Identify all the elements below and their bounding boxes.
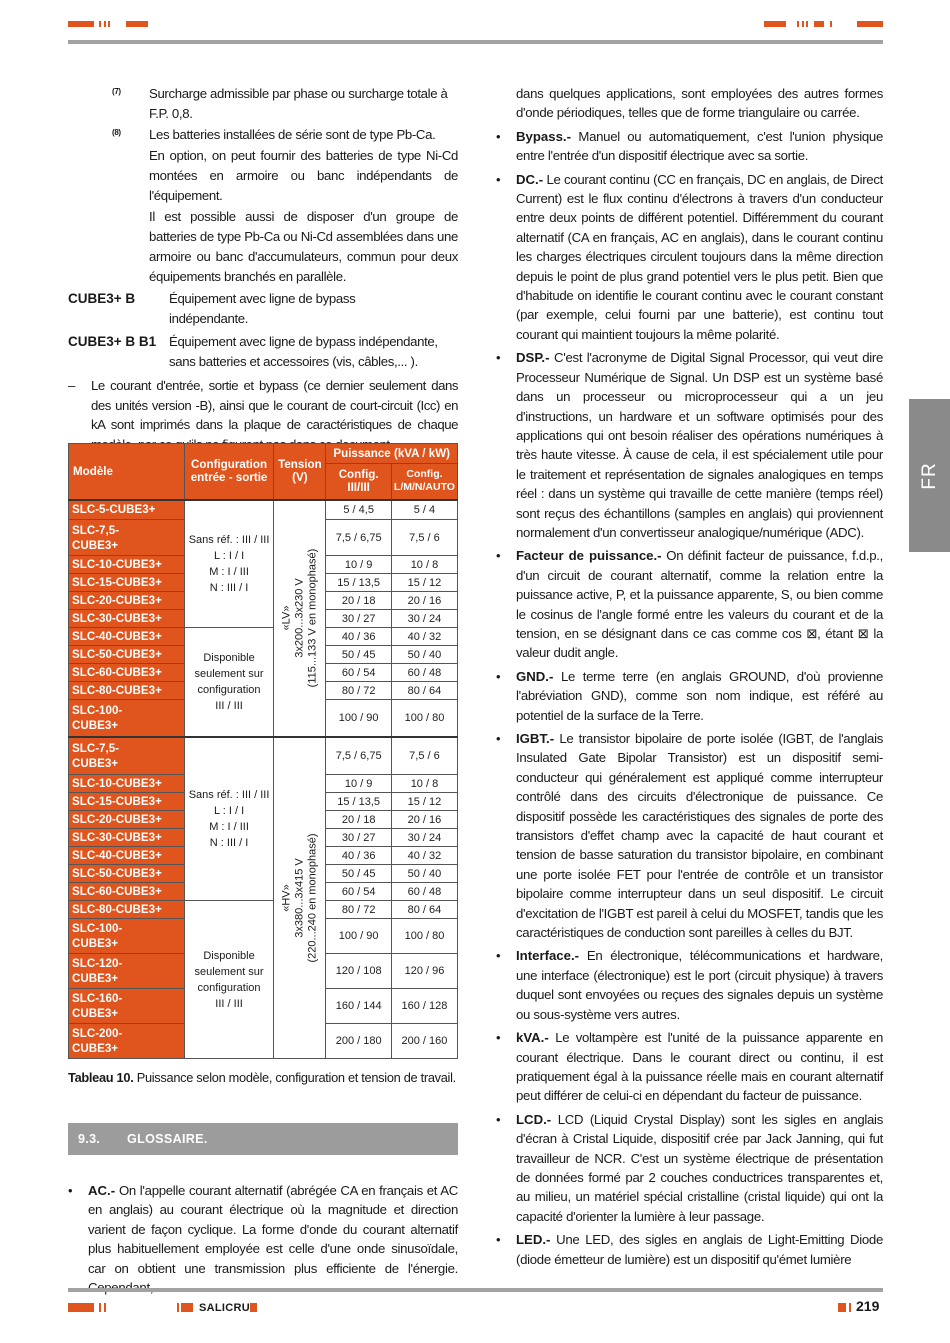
note-8: (8) Les batteries installées de série sont de type Pb-Ca. En option, on peut fournir des batteries de type Ni-Cd montées en armoire ou banc indépendants de l'équipement. Il est possible aussi de disposer d'un groupe de batteries de type Pb-Ca ou Ni-Cd assemblées dans une armoire ou banc d'accumulateurs, commun pour deux équipements branchés en parallèle. <box>112 127 458 284</box>
power-value: 15 / 13,5 <box>326 793 392 811</box>
power-value: 120 / 108 <box>326 954 392 989</box>
power-value: 30 / 27 <box>326 829 392 847</box>
power-value: 30 / 27 <box>326 610 392 628</box>
footer-brand: SALICRU <box>199 1302 250 1314</box>
model-cell: SLC-10-CUBE3+ <box>69 775 185 793</box>
tension-cell: «HV» 3x380...3x415 V (220...240 en monophasé) <box>274 737 326 1059</box>
power-value: 10 / 9 <box>326 556 392 574</box>
glossary-right <box>496 84 883 1273</box>
glossary-left <box>68 1181 458 1301</box>
power-value: 20 / 16 <box>391 592 457 610</box>
power-value: 50 / 45 <box>326 646 392 664</box>
glossary-item <box>496 1028 883 1106</box>
config-cell: Sans réf. : III / III L : I / I M : I / III N : III / I <box>184 500 274 628</box>
power-value: 40 / 32 <box>391 847 457 865</box>
glossary-term: Facteur de puissance.- <box>516 548 662 564</box>
glossary-item <box>496 127 883 166</box>
cube-def: CUBE3+ B B1 Équipement avec ligne de bypass indépendante, sans batteries et accessoires (vis, câbles,... ). <box>68 334 438 369</box>
power-value: 7,5 / 6,75 <box>326 737 392 775</box>
power-value: 40 / 36 <box>326 628 392 646</box>
col-header-model: Modèle <box>69 444 185 500</box>
power-value: 10 / 9 <box>326 775 392 793</box>
section-header: 9.3. GLOSSAIRE. <box>68 1123 458 1155</box>
power-value: 50 / 40 <box>391 865 457 883</box>
col-header-config: Configuration entrée - sortie <box>184 444 274 500</box>
model-cell: SLC-30-CUBE3+ <box>69 610 185 628</box>
model-cell: SLC-30-CUBE3+ <box>69 829 185 847</box>
power-value: 40 / 36 <box>326 847 392 865</box>
glossary-item <box>496 667 883 725</box>
model-cell: SLC-160- CUBE3+ <box>69 989 185 1024</box>
model-cell: SLC-40-CUBE3+ <box>69 847 185 865</box>
table-row <box>69 737 458 775</box>
power-value: 30 / 24 <box>391 829 457 847</box>
power-value: 80 / 64 <box>391 682 457 700</box>
power-value: 80 / 72 <box>326 682 392 700</box>
config-cell: Sans réf. : III / III L : I / I M : I / III N : III / I <box>184 737 274 901</box>
model-cell: SLC-15-CUBE3+ <box>69 793 185 811</box>
power-value: 50 / 40 <box>391 646 457 664</box>
power-value: 100 / 80 <box>391 700 457 737</box>
model-cell: SLC-20-CUBE3+ <box>69 811 185 829</box>
model-cell: SLC-80-CUBE3+ <box>69 682 185 700</box>
model-cell: SLC-40-CUBE3+ <box>69 628 185 646</box>
config-cell: Disponible seulement sur configuration III / III <box>184 901 274 1059</box>
cube-def: CUBE3+ B Équipement avec ligne de bypass indépendante. <box>68 291 356 326</box>
model-cell: SLC-80-CUBE3+ <box>69 901 185 919</box>
model-cell: SLC-200- CUBE3+ <box>69 1024 185 1059</box>
glossary-continuation: dans quelques applications, sont employées des autres formes d'onde périodiques, telles que de forme triangulaire ou carrée. <box>516 86 883 121</box>
model-cell: SLC-10-CUBE3+ <box>69 556 185 574</box>
power-value: 160 / 128 <box>391 989 457 1024</box>
glossary-definition: Manuel ou automatiquement, c'est l'union physique entre l'entrée d'un dispositif électrique avec sa sortie. <box>516 128 883 164</box>
model-cell: SLC-120- CUBE3+ <box>69 954 185 989</box>
power-value: 100 / 90 <box>326 700 392 737</box>
col-header-tension: Tension (V) <box>274 444 326 500</box>
glossary-item <box>496 946 883 1024</box>
power-value: 60 / 48 <box>391 883 457 901</box>
power-value: 5 / 4 <box>391 500 457 520</box>
power-value: 20 / 18 <box>326 811 392 829</box>
glossary-term: IGBT.- <box>516 731 555 746</box>
col-header-puissance: Puissance (kVA / kW) <box>326 444 458 464</box>
glossary-definition: Le transistor bipolaire de porte isolée (IGBT, de l'anglais Insulated Gate Bipolar Transistor) est un dispositif semi-conducteur qui généralement est appliqué comme interrupteur contrôlé dans des circuits d'électronique de puissance. Ce dispositif possède les caractéristiques des signales de porte des transistors d'effet champ avec la capacité de haut courant et tension de basse saturation du transistor bipolaire, en combinant une porte isolée FET pour l'entrée de contrôle et un transistor bipolaire comme interrupteur dans un seul dispositif. Le circuit d'excitation de l'IGBT est pareil à celui du MOSFET, tandis que les caractéristiques de conduction sont pareilles à celles du BJT. <box>516 731 883 941</box>
power-value: 10 / 8 <box>391 775 457 793</box>
power-value: 100 / 80 <box>391 919 457 954</box>
glossary-term: LED.- <box>516 1232 551 1248</box>
power-value: 80 / 72 <box>326 901 392 919</box>
table-caption: Tableau 10. Puissance selon modèle, configuration et tension de travail. <box>68 1070 456 1085</box>
model-cell: SLC-50-CUBE3+ <box>69 646 185 664</box>
power-value: 30 / 24 <box>391 610 457 628</box>
glossary-definition: En électronique, télécommunications et hardware, une interface (électronique) est le port (circuit physique) à travers duquel sont envoyées ou reçues des signales depuis un système ou sous-système vers autres. <box>516 948 883 1022</box>
model-cell: SLC-15-CUBE3+ <box>69 574 185 592</box>
model-cell: SLC-60-CUBE3+ <box>69 883 185 901</box>
power-table <box>68 443 458 1059</box>
glossary-term: Interface.- <box>516 948 580 964</box>
power-value: 60 / 48 <box>391 664 457 682</box>
note-7: (7) Surcharge admissible par phase ou surcharge totale à F.P. 0,8. <box>112 86 448 121</box>
model-cell: SLC-7,5- CUBE3+ <box>69 520 185 556</box>
power-value: 120 / 96 <box>391 954 457 989</box>
glossary-definition: On définit facteur de puissance, f.d.p., d'un circuit de courant alternatif, comme la relation entre la puissance active, P, et la puissance apparente, S, ou bien comme le cosinus de l'angle formé entre les valeurs du courant et de la tension, en se désignant dans ce cas comme cos ⊠, étant ⊠ la valeur dudit angle. <box>516 548 883 661</box>
power-value: 200 / 160 <box>391 1024 457 1059</box>
model-cell: SLC-60-CUBE3+ <box>69 664 185 682</box>
power-value: 7,5 / 6 <box>391 737 457 775</box>
glossary-term: Bypass.- <box>516 128 571 144</box>
current-note: – Le courant d'entrée, sortie et bypass (ce dernier seulement dans des unités version -B), ainsi que le courant de court-circuit (Icc) en kA sont imprimés dans la plaque de caractéristiques de chaque <box>24 376 458 454</box>
power-value: 60 / 54 <box>326 883 392 901</box>
model-cell: SLC-50-CUBE3+ <box>69 865 185 883</box>
power-value: 20 / 18 <box>326 592 392 610</box>
glossary-term: LCD.- <box>516 1111 552 1127</box>
glossary-item <box>496 546 883 662</box>
table-row <box>69 628 458 646</box>
power-value: 15 / 12 <box>391 793 457 811</box>
glossary-term: GND.- <box>516 668 554 684</box>
power-value: 80 / 64 <box>391 901 457 919</box>
glossary-term: kVA.- <box>516 1030 549 1046</box>
model-cell: SLC-5-CUBE3+ <box>69 500 185 520</box>
config-cell: Disponible seulement sur configuration III / III <box>184 628 274 737</box>
page-number: 219 <box>856 1298 880 1314</box>
power-value: 60 / 54 <box>326 664 392 682</box>
power-value: 7,5 / 6,75 <box>326 520 392 556</box>
power-value: 40 / 32 <box>391 628 457 646</box>
power-value: 15 / 12 <box>391 574 457 592</box>
power-value: 7,5 / 6 <box>391 520 457 556</box>
glossary-definition: Une LED, des sigles en anglais de Light-Emitting Diode (diode émetteur de lumière) est un dispositif qu'émet lumière <box>516 1232 883 1267</box>
glossary-term: DSP.- <box>516 350 550 366</box>
glossary-term: AC.- <box>88 1183 116 1198</box>
glossary-definition: C'est l'acronyme de Digital Signal Processor, qui veut dire Processeur Numérique de Signal. Un DSP est un système basé dans un processeur ou microprocesseur qui a un jeu d'instructions, un hardware et un software optimisés pour des applications qui ont besoin réaliser des opérations numériques à très haute vitesse. À cause de cela, il est spécialement utile pour le traitement et représentation de signales analogiques en temps réel : dans un système qui travaille de cette manière (temps réel) sont reçus des échantillons (samples en anglais) qui proviennent normalement d'un convertisseur analogique/numérique (ADC). <box>516 350 883 540</box>
notes-block <box>68 84 458 454</box>
power-value: 160 / 144 <box>326 989 392 1024</box>
col-header-config-lmn: Config. L/M/N/AUTO <box>391 464 457 500</box>
glossary-definition: Le voltampère est l'unité de la puissance apparente en courant électrique. Dans le courant direct ou continu, il est pratiquement égal à la puissance réelle mais en courant alternatif peut différer de celui-ci en dépendant du facteur de puissance. <box>516 1030 883 1104</box>
model-cell: SLC-100- CUBE3+ <box>69 700 185 737</box>
power-value: 10 / 8 <box>391 556 457 574</box>
power-value: 15 / 13,5 <box>326 574 392 592</box>
glossary-definition: On l'appelle courant alternatif (abrégée CA en français et AC en anglais) au courant électrique où la magnitude et direction varient de façon cyclique. La forme d'onde du courant alternatif plus habituellement employée est celle d'une onde sinusoïdale, car on obtient une transmission plus efficiente de l'énergie. <box>88 1183 458 1276</box>
col-header-config-3: Config. III/III <box>326 464 392 500</box>
power-value: 100 / 90 <box>326 919 392 954</box>
glossary-item <box>496 170 883 345</box>
power-value: 20 / 16 <box>391 811 457 829</box>
glossary-definition: Le terme terre (en anglais GROUND, d'où provienne l'abréviation GND), comme son nom indique, est référé au potentiel de la surface de la Terre. <box>516 668 883 723</box>
model-cell: SLC-7,5- CUBE3+ <box>69 737 185 775</box>
glossary-item <box>496 1110 883 1226</box>
power-value: 5 / 4,5 <box>326 500 392 520</box>
glossary-item <box>68 1181 458 1297</box>
model-cell: SLC-20-CUBE3+ <box>69 592 185 610</box>
glossary-item <box>496 729 883 942</box>
power-value: 50 / 45 <box>326 865 392 883</box>
tension-cell: «LV» 3x200...3x230 V (115...133 V en monophasé) <box>274 500 326 737</box>
glossary-item <box>496 348 883 542</box>
glossary-definition: Le courant continu (CC en français, DC en anglais, de Direct Current) est le flux continu d'électrons à travers d'un conducteur entre deux points de différent potentiel. Différemment du courant alternatif (CA en français, AC en anglais), dans le courant continu les charges électriques circulent toujours dans la même direction depuis le point de plus grand potentiel vers le plus petit. Bien que d'habitude on identifie le courant continu avec le courant constant (par exemple, celui fourni par une batterie), est continu tout courant qui maintient toujours la même polarité. <box>516 171 883 342</box>
table-row <box>69 500 458 520</box>
power-value: 200 / 180 <box>326 1024 392 1059</box>
model-cell: SLC-100- CUBE3+ <box>69 919 185 954</box>
table-row <box>69 901 458 919</box>
glossary-term: DC.- <box>516 171 544 187</box>
language-tab: FR <box>909 399 950 552</box>
glossary-definition: LCD (Liquid Crystal Display) sont les sigles en anglais d'écran à Cristal Liquide, dispositif crée par Jack Janning, qui fut travailleur de NCR. C'est un système électrique de présentation de données formé par 2 couches conductrices transparentes et, au milieu, un matériel spécial cristalline (cristal liquide) qui ont la capacité d'orienter la lumière à leur passage. <box>516 1111 883 1224</box>
glossary-item <box>496 1230 883 1269</box>
